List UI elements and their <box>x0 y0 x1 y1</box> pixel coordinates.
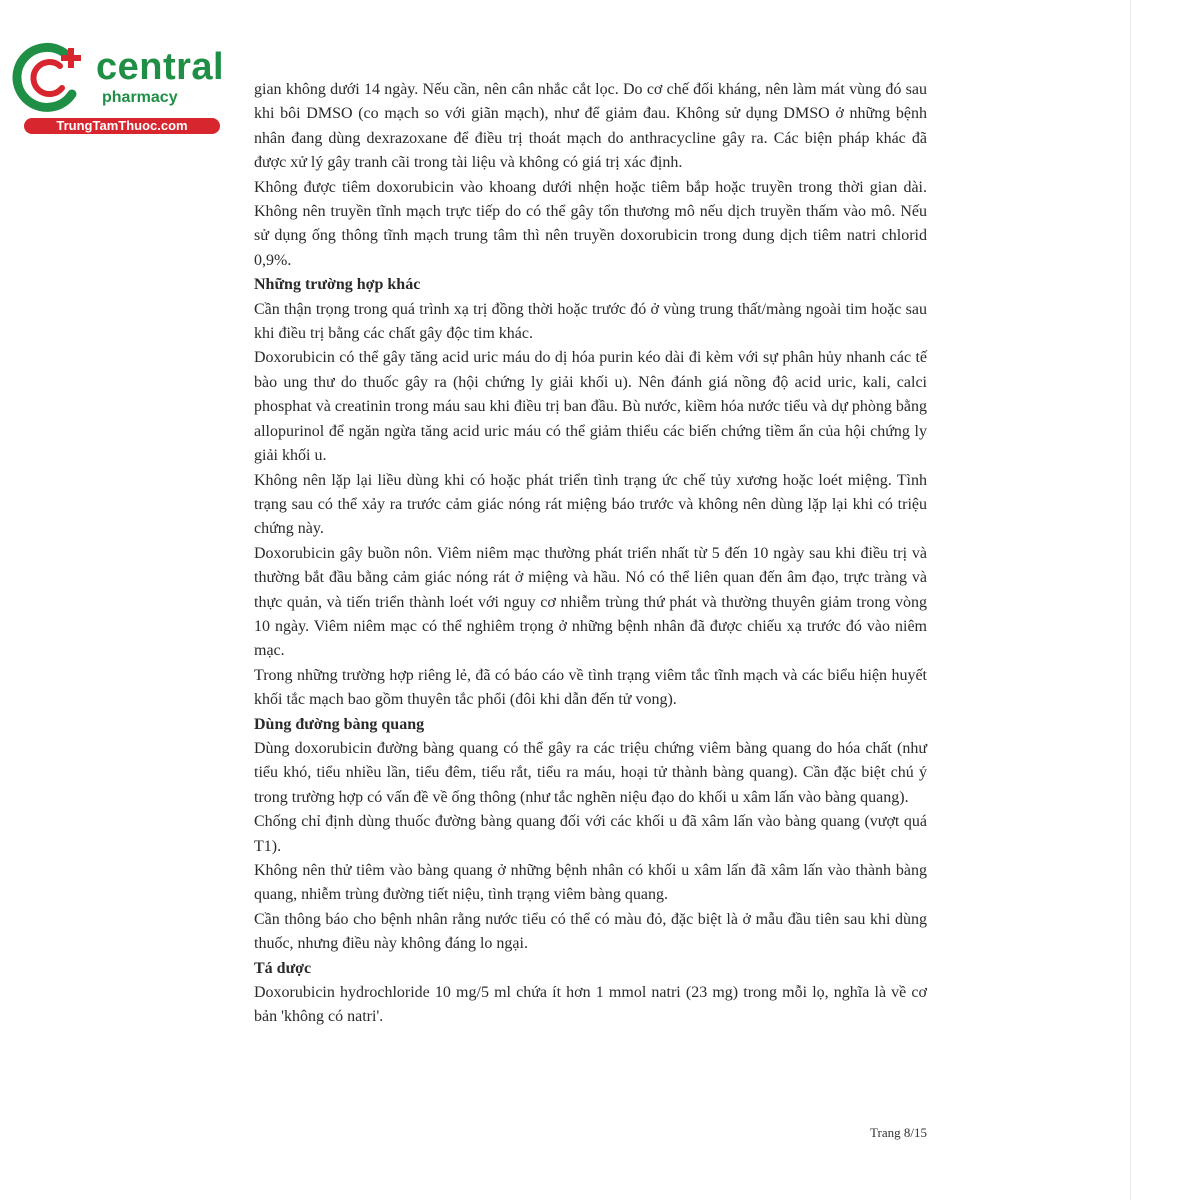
pharmacy-logo <box>10 38 225 138</box>
body-paragraph: Dùng doxorubicin đường bàng quang có thể gây ra các triệu chứng viêm bàng quang do hóa chất (như tiểu khó, tiểu nhiều lần, tiểu đêm, tiểu rắt, tiểu ra máu, hoại tử thành bàng quang). Cần đặc biệt chú ý trong trường hợp có vấn đề về ống thông (như tắc nghẽn niệu đạo do khối u xâm lấn vào bàng quang). <box>254 739 927 806</box>
body-paragraph: Trong những trường hợp riêng lẻ, đã có báo cáo về tình trạng viêm tắc tĩnh mạch và các biểu hiện huyết khối tắc mạch bao gồm thuyên tắc phổi (đôi khi dẫn đến tử vong). <box>254 666 927 709</box>
body-paragraph: Doxorubicin hydrochloride 10 mg/5 ml chứa ít hơn 1 mmol natri (23 mg) trong mỗi lọ, nghĩa là về cơ bản 'không có natri'. <box>254 984 927 1026</box>
body-paragraph: Không được tiêm doxorubicin vào khoang dưới nhện hoặc tiêm bắp hoặc truyền trong thời gian dài. Không nên truyền tĩnh mạch trực tiếp do có thể gây tổn thương mô nếu dịch truyền thấm vào mô. Nếu sử dụng ống thông tĩnh mạch trung tâm thì nên truyền doxorubicin trong dung dịch tiêm natri chlorid 0,9%. <box>254 178 927 269</box>
body-paragraph: Cần thận trọng trong quá trình xạ trị đồng thời hoặc trước đó ở vùng trung thất/màng ngoài tim hoặc sau khi điều trị bằng các chất gây độc tim khác. <box>254 300 927 343</box>
logo-brand-name: central <box>96 46 225 88</box>
logo-website: TrungTamThuoc.com <box>24 118 220 134</box>
central-pharmacy-logo-icon <box>10 38 94 118</box>
section-heading: Những trường hợp khác <box>254 276 421 294</box>
section-heading: Dùng đường bàng quang <box>254 715 425 733</box>
body-paragraph: Chống chỉ định dùng thuốc đường bàng quang đối với các khối u đã xâm lấn vào bàng quang (vượt quá T1). <box>254 813 927 855</box>
body-paragraph: Doxorubicin gây buồn nôn. Viêm niêm mạc thường phát triển nhất từ 5 đến 10 ngày sau khi điều trị và thường bắt đầu bằng cảm giác nóng rát ở miệng và hầu. Nó có thể liên quan đến âm đạo, trực tràng và thực quản, và tiến triển thành loét với nguy cơ nhiễm trùng thứ phát và thường thuyên giảm trong vòng 10 ngày. Viêm niêm mạc có thể nghiêm trọng ở những bệnh nhân đã được chiếu xạ trước đó vào niêm mạc. <box>254 544 927 660</box>
page-number: Trang 8/15 <box>870 1125 927 1140</box>
body-paragraph: Doxorubicin có thể gây tăng acid uric máu do dị hóa purin kéo dài đi kèm với sự phân hủy nhanh các tế bào ung thư do thuốc gây ra (hội chứng ly giải khối u). Nên đánh giá nồng độ acid uric, kali, calci phosphat và creatinin trong máu sau khi điều trị ban đầu. Bù nước, kiềm hóa nước tiểu và dự phòng bằng allopurinol để ngăn ngừa tăng acid uric máu có thể giảm thiểu các biến chứng tiềm ẩn của hội chứng ly giải khối u. <box>254 349 928 465</box>
body-paragraph: Không nên lặp lại liều dùng khi có hoặc phát triển tình trạng ức chế tủy xương hoặc loét miệng. Tình trạng sau có thể xảy ra trước cảm giác nóng rát miệng báo trước và không nên dùng lặp lại khi có triệu chứng này. <box>254 471 927 538</box>
body-paragraph: Không nên thử tiêm vào bàng quang ở những bệnh nhân có khối u xâm lấn đã xâm lấn vào thành bàng quang, nhiễm trùng đường tiết niệu, tình trạng viêm bàng quang. <box>254 862 927 904</box>
page-edge-divider <box>1130 0 1131 1200</box>
body-paragraph: Cần thông báo cho bệnh nhân rằng nước tiểu có thể có màu đỏ, đặc biệt là ở mẫu đầu tiên sau khi dùng thuốc, nhưng điều này không đáng lo ngại. <box>254 910 927 953</box>
section-heading: Tá dược <box>254 959 312 977</box>
body-paragraph: gian không dưới 14 ngày. Nếu cần, nên cân nhắc cắt lọc. Do cơ chế đối kháng, nên làm mát vùng đó sau khi bôi DMSO (co mạch so với giãn mạch), như để giảm đau. Không sử dụng DMSO ở những bệnh nhân đang dùng dexrazoxane để điều trị thoát mạch do anthracycline gây ra. Các biện pháp khác đã được xử lý gây tranh cãi trong tài liệu và không có giá trị xác định. <box>254 81 927 172</box>
logo-brand-sub: pharmacy <box>102 89 178 106</box>
document-body <box>254 78 927 1030</box>
